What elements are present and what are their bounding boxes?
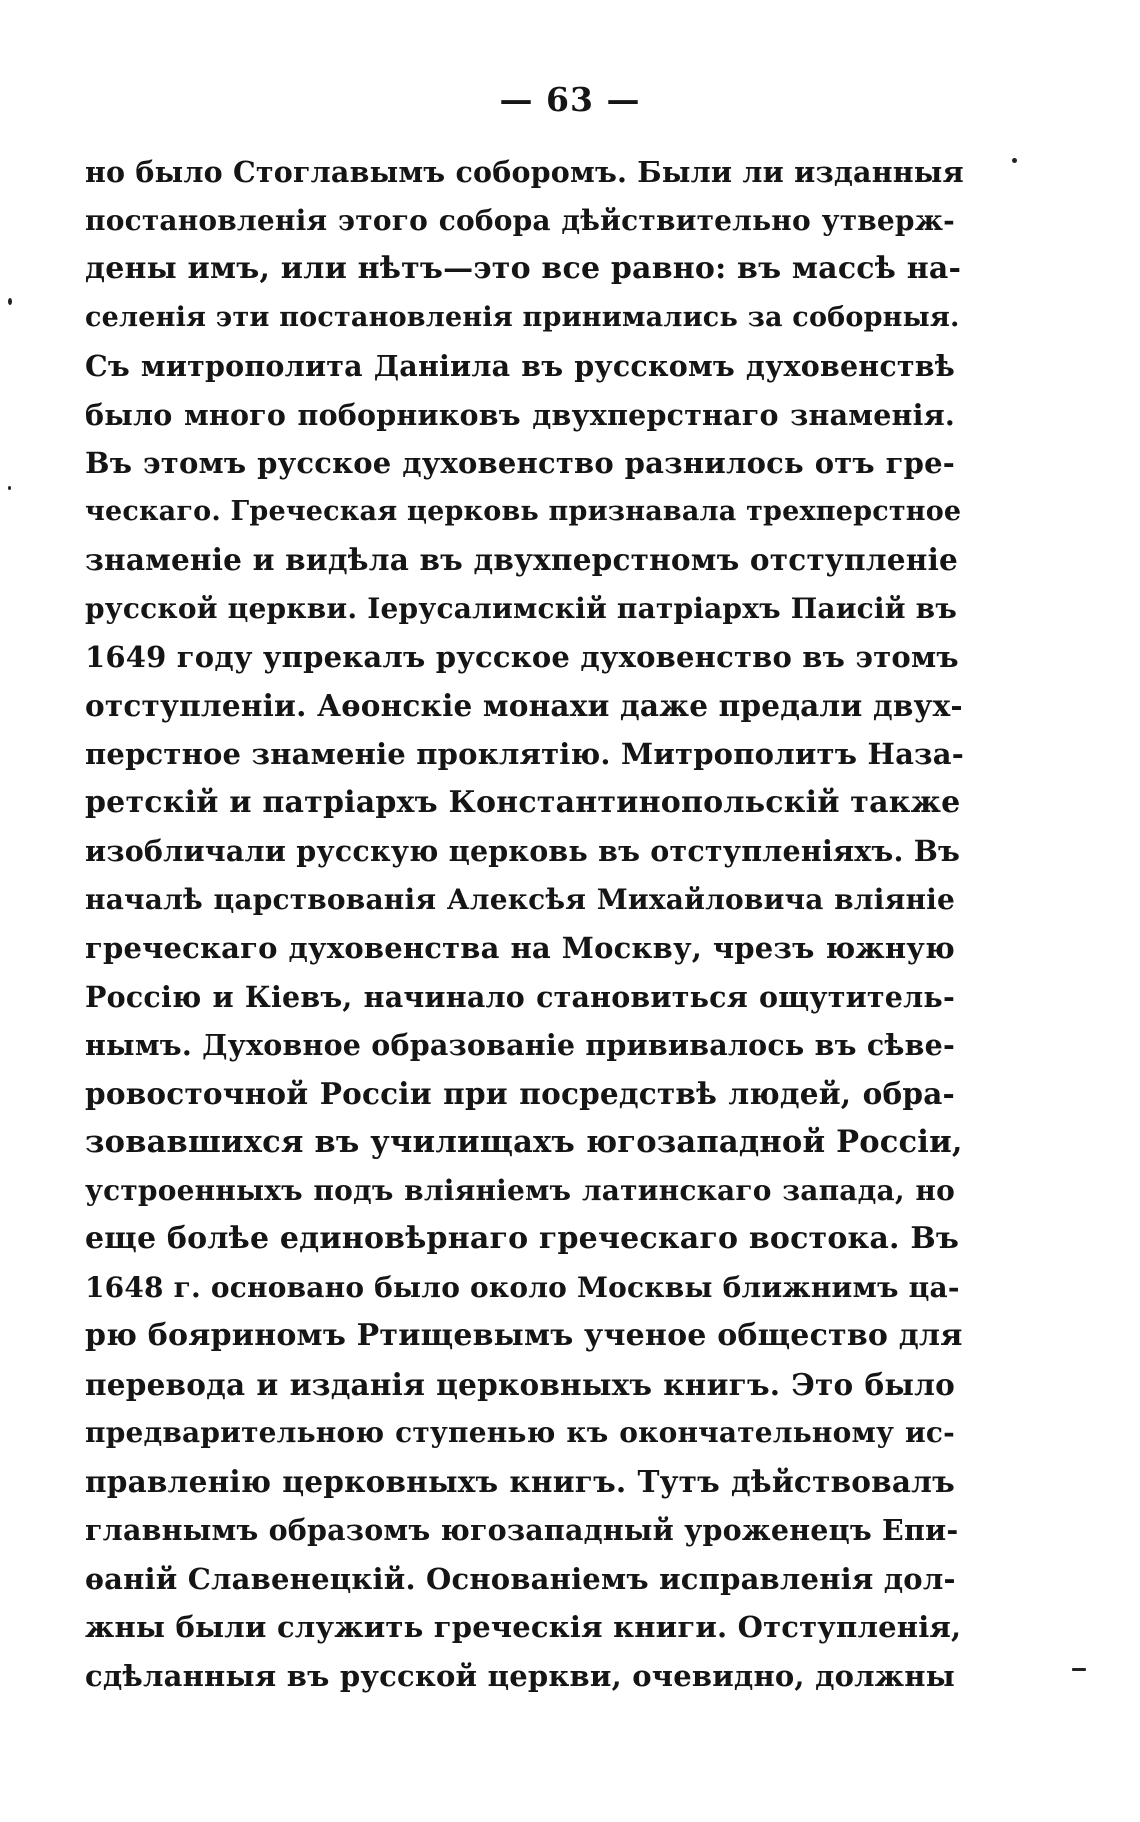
scan-speck	[8, 486, 11, 490]
text-line-20: ровосточной Россіи при посредствѣ людей, обра-	[85, 1075, 955, 1111]
text-line-9: знаменіе и видѣла въ двухперстномъ отступленіе	[85, 542, 958, 577]
scan-speck	[8, 298, 12, 305]
text-line-19: нымъ. Духовное образованіе прививалось въ сѣве-	[85, 1028, 955, 1062]
text-line-29: главнымъ образомъ югозападный уроженецъ Епи-	[85, 1513, 959, 1547]
text-line-4: селенія эти постановленія принимались за соборныя.	[85, 301, 960, 333]
text-line-12: отступленіи. Аѳонскіе монахи даже предали двух-	[85, 687, 963, 723]
text-line-8: ческаго. Греческая церковь признавала трехперстное	[85, 495, 962, 527]
text-line-6: было много поборниковъ двухперстнаго знаменія.	[85, 397, 955, 432]
text-line-1: но было Стоглавымъ соборомъ. Были ли изданныя	[85, 155, 964, 189]
text-line-17: греческаго духовенства на Москву, чрезъ южную	[85, 931, 955, 965]
text-line-3: дены имъ, или нѣтъ—это все равно: въ массѣ на-	[85, 251, 962, 286]
text-line-25: рю бояриномъ Ртищевымъ ученое общество для	[85, 1318, 963, 1353]
text-line-15: изобличали русскую церковь въ отступленіяхъ. Въ	[85, 834, 961, 868]
text-line-22: устроенныхъ подъ вліяніемъ латинскаго запада, но	[85, 1173, 955, 1207]
scan-speck	[1012, 158, 1017, 163]
body-text	[85, 148, 964, 1700]
text-line-27: предварительною ступенью къ окончательному ис-	[85, 1416, 955, 1449]
text-line-13: перстное знаменіе проклятію. Митрополитъ Наза-	[85, 737, 964, 771]
text-line-28: правленію церковныхъ книгъ. Тутъ дѣйствовалъ	[85, 1463, 955, 1499]
text-line-10: русской церкви. Іерусалимскій патріархъ Паисій въ	[85, 591, 958, 625]
text-line-26: перевода и изданія церковныхъ книгъ. Это было	[85, 1366, 955, 1402]
text-line-16: началѣ царствованія Алексѣя Михайловича вліяніе	[85, 882, 955, 916]
scan-speck	[1072, 1668, 1086, 1671]
text-line-24: 1648 г. основано было около Москвы ближнимъ ца-	[85, 1270, 960, 1304]
text-line-14: ретскій и патріархъ Константинопольскій также	[85, 784, 961, 820]
text-line-11: 1649 году упрекалъ русское духовенство въ этомъ	[85, 640, 959, 674]
text-line-23: еще болѣе единовѣрнаго греческаго востока. Въ	[85, 1221, 960, 1256]
text-line-30: ѳаній Славенецкій. Основаніемъ исправленія дол-	[85, 1561, 956, 1596]
text-line-5: Съ митрополита Даніила въ русскомъ духовенствѣ	[85, 349, 955, 383]
text-line-31: жны были служить греческія книги. Отступленія,	[85, 1610, 962, 1644]
text-line-18: Россію и Кіевъ, начинало становиться ощутитель-	[85, 979, 955, 1014]
text-line-2: постановленія этого собора дѣйствительно утверж-	[85, 203, 955, 237]
text-line-32: сдѣланныя въ русской церкви, очевидно, должны	[85, 1658, 955, 1693]
page-number: — 63 —	[499, 80, 641, 119]
text-line-21: зовавшихся въ училищахъ югозападной Россіи,	[85, 1124, 963, 1160]
text-line-7: Въ этомъ русское духовенство разнилось отъ гре-	[85, 446, 955, 480]
